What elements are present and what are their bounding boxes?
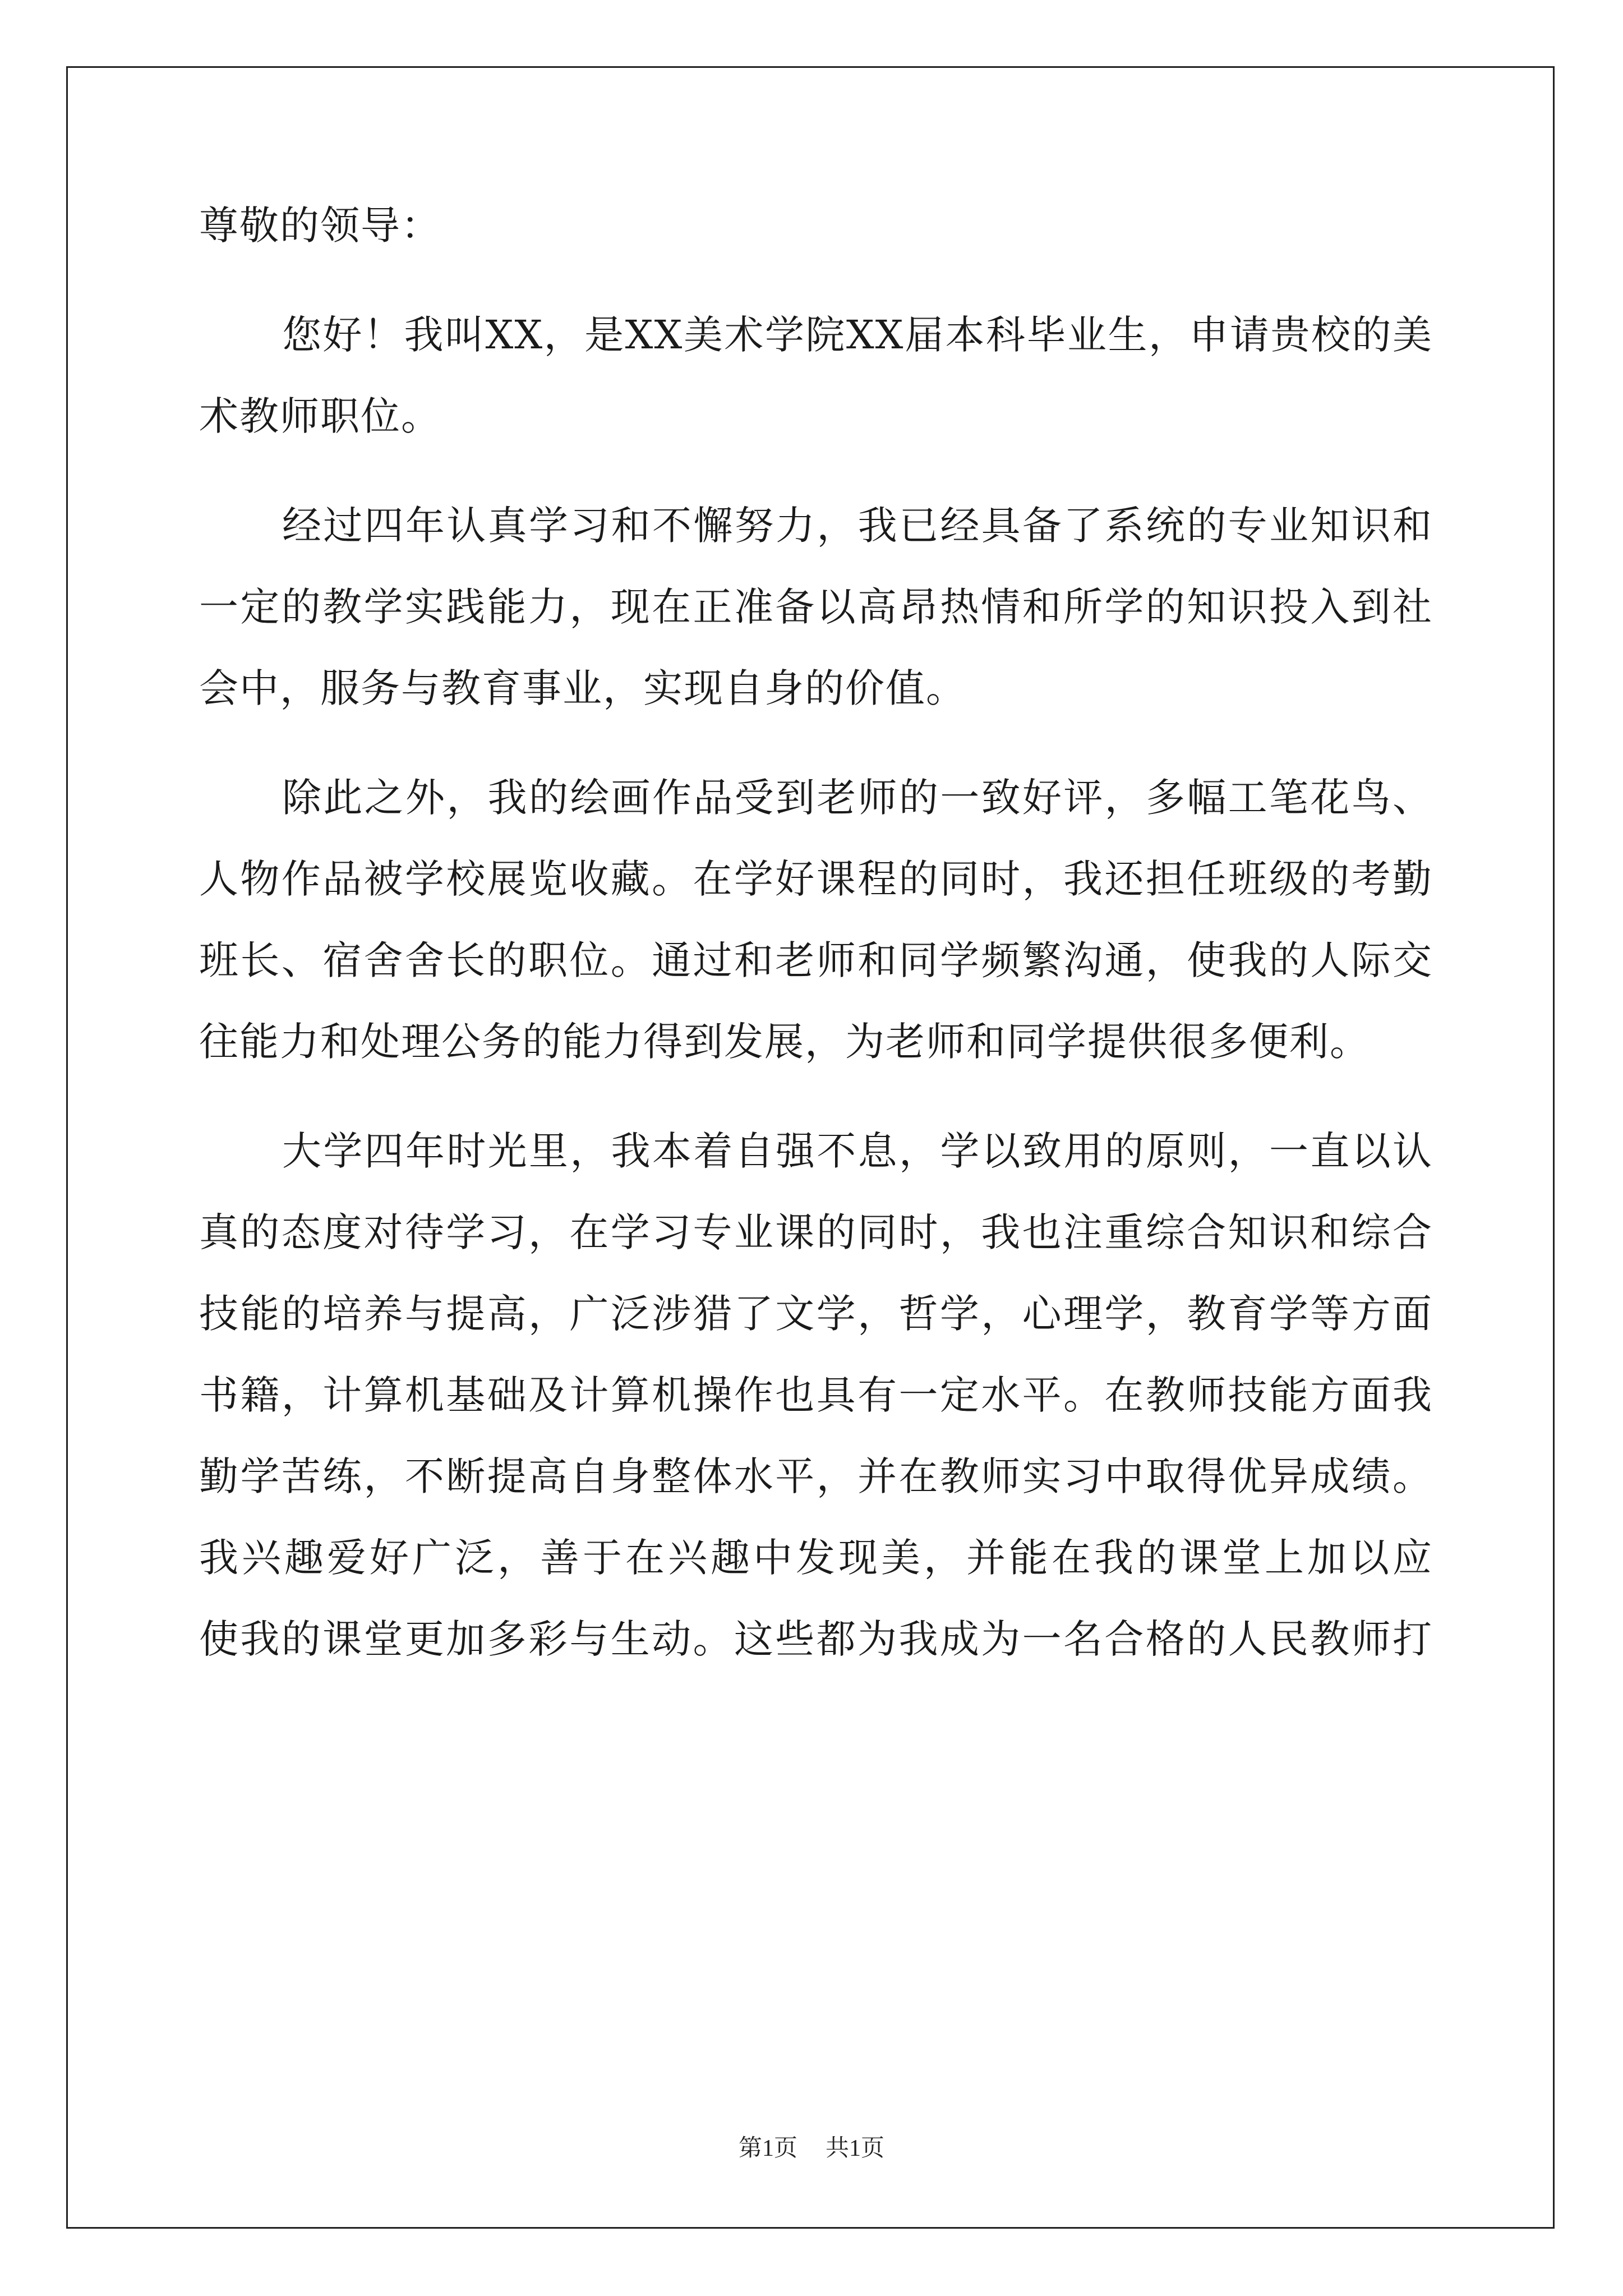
page-number: 第1页 — [738, 2136, 797, 2161]
paragraph-line: 人物作品被学校展览收藏。在学好课程的同时，我还担任班级的考勤 — [199, 856, 1433, 902]
paragraph-line: 术教师职位。 — [199, 393, 441, 439]
paragraph-university — [199, 1111, 1433, 1680]
paragraph-line: 除此之外，我的绘画作品受到老师的一致好评，多幅工笔花鸟、 — [282, 775, 1433, 821]
paragraph-line: 使我的课堂更加多彩与生动。这些都为我成为一名合格的人民教师打 — [199, 1616, 1433, 1662]
page-footer — [0, 2132, 1623, 2165]
paragraph-line: 您好！我叫XX，是XX美术学院XX届本科毕业生，申请贵校的美 — [282, 312, 1433, 358]
paragraph-line: 往能力和处理公务的能力得到发展，为老师和同学提供很多便利。 — [199, 1019, 1370, 1065]
paragraph-line: 勤学苦练，不断提高自身整体水平，并在教师实习中取得优异成绩。 — [199, 1453, 1433, 1499]
paragraph-line: 我兴趣爱好广泛，善于在兴趣中发现美，并能在我的课堂上加以应 — [199, 1535, 1433, 1581]
paragraph-line: 书籍，计算机基础及计算机操作也具有一定水平。在教师技能方面我 — [199, 1372, 1433, 1418]
letter-body — [199, 185, 1433, 1680]
paragraph-line: 班长、宿舍舍长的职位。通过和老师和同学频繁沟通，使我的人际交 — [199, 937, 1433, 983]
paragraph-line: 经过四年认真学习和不懈努力，我已经具备了系统的专业知识和 — [282, 503, 1433, 549]
paragraph-line: 会中，服务与教育事业，实现自身的价值。 — [199, 665, 966, 711]
page-total: 共1页 — [826, 2136, 885, 2161]
paragraph-line: 大学四年时光里，我本着自强不息，学以致用的原则，一直以认 — [282, 1128, 1433, 1174]
paragraph-achievements — [199, 757, 1433, 1083]
paragraph-study — [199, 485, 1433, 729]
salutation: 尊敬的领导： — [199, 203, 441, 249]
paragraph-line: 真的态度对待学习，在学习专业课的同时，我也注重综合知识和综合 — [199, 1209, 1433, 1255]
paragraph-greeting — [199, 295, 1433, 457]
paragraph-line: 一定的教学实践能力，现在正准备以高昂热情和所学的知识投入到社 — [199, 584, 1433, 630]
paragraph-line: 技能的培养与提高，广泛涉猎了文学，哲学，心理学，教育学等方面 — [199, 1291, 1433, 1337]
